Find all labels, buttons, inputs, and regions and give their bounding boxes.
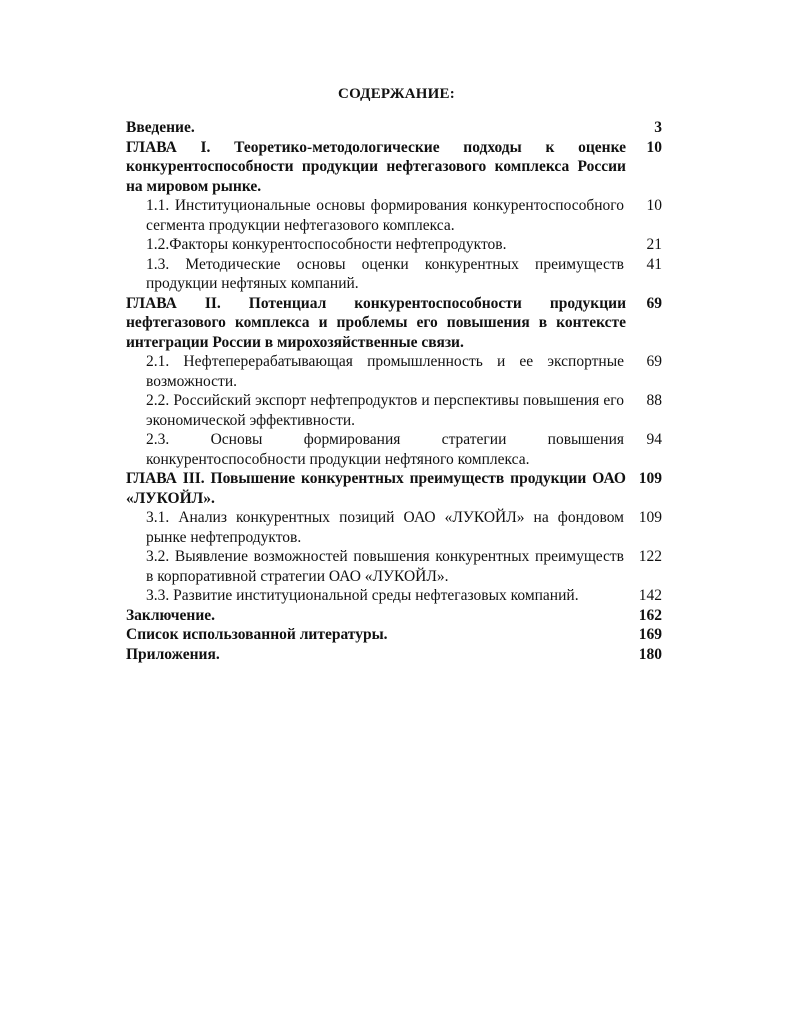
toc-entry-text: 3.3. Развитие институциональной среды нефтегазовых компаний. xyxy=(146,587,579,604)
toc-entry-appendices xyxy=(126,645,662,665)
toc-entry-page: 21 xyxy=(646,236,662,253)
toc-entry-text: 3.2. Выявление возможностей повышения конкурентных преимуществ в корпоративной стратегии ОАО «ЛУКОЙЛ». xyxy=(146,548,624,585)
toc-entry-1-3 xyxy=(126,255,662,294)
toc-entry-text: 1.3. Методические основы оценки конкурентных преимуществ продукции нефтяных компаний. xyxy=(146,255,624,292)
toc-entry-page: 162 xyxy=(638,606,662,624)
toc-entry-text: 1.1. Институциональные основы формирования конкурентоспособного сегмента продукции нефтегазового комплекса. xyxy=(146,197,624,234)
table-of-contents xyxy=(126,118,662,664)
toc-entry-text: Заключение. xyxy=(126,606,216,624)
toc-entry-text: ГЛАВА I. Теоретико-методологические подходы к оценке конкурентоспособности продукции нефтегазового комплекса России на мировом рынке. xyxy=(126,138,626,195)
toc-entry-text: Список использованной литературы. xyxy=(126,626,388,643)
toc-entry-chapter-1 xyxy=(126,138,662,197)
toc-entry-page: 122 xyxy=(638,548,662,565)
toc-entry-1-2 xyxy=(126,235,662,255)
toc-entry-page: 10 xyxy=(646,138,662,156)
toc-entry-text: ГЛАВА III. Повышение конкурентных преимуществ продукции ОАО «ЛУКОЙЛ». xyxy=(126,470,626,507)
toc-entry-text: Введение. xyxy=(126,119,195,136)
toc-entry-page: 94 xyxy=(646,431,662,448)
toc-entry-introduction xyxy=(126,118,662,138)
toc-entry-text: 1.2.Факторы конкурентоспособности нефтепродуктов. xyxy=(146,236,507,253)
toc-entry-2-3 xyxy=(126,430,662,469)
toc-entry-1-1 xyxy=(126,196,662,235)
toc-entry-3-3 xyxy=(126,586,662,606)
toc-entry-page: 142 xyxy=(638,587,662,604)
toc-entry-page: 3 xyxy=(654,119,662,136)
toc-entry-page: 180 xyxy=(638,645,662,663)
toc-entry-bibliography xyxy=(126,625,662,645)
toc-entry-text: 2.1. Нефтеперерабатывающая промышленность и ее экспортные возможности. xyxy=(146,353,624,390)
toc-entry-page: 10 xyxy=(646,197,662,214)
toc-entry-page: 109 xyxy=(638,470,662,487)
page-title: СОДЕРЖАНИЕ: xyxy=(338,86,455,102)
toc-entry-chapter-2 xyxy=(126,294,662,353)
toc-entry-conclusion xyxy=(126,606,662,626)
toc-entry-page: 69 xyxy=(646,353,662,370)
toc-entry-text: ГЛАВА II. Потенциал конкурентоспособности продукции нефтегазового комплекса и проблемы его повышения в контексте интеграции России в мирохозяйственные связи. xyxy=(126,294,626,351)
toc-entry-page: 69 xyxy=(646,294,662,312)
toc-entry-3-2 xyxy=(126,547,662,586)
toc-entry-page: 109 xyxy=(638,509,662,526)
toc-entry-3-1 xyxy=(126,508,662,547)
toc-entry-text: 3.1. Анализ конкурентных позиций ОАО «ЛУКОЙЛ» на фондовом рынке нефтепродуктов. xyxy=(146,509,624,546)
toc-entry-page: 88 xyxy=(646,392,662,409)
toc-entry-text: 2.2. Российский экспорт нефтепродуктов и перспективы повышения его экономической эффективности. xyxy=(146,392,624,429)
toc-entry-2-1 xyxy=(126,352,662,391)
toc-entry-text: 2.3. Основы формирования стратегии повышения конкурентоспособности продукции нефтяного комплекса. xyxy=(146,431,624,468)
toc-entry-2-2 xyxy=(126,391,662,430)
toc-entry-text: Приложения. xyxy=(126,645,220,663)
toc-entry-page: 169 xyxy=(638,626,662,643)
toc-entry-chapter-3 xyxy=(126,469,662,508)
toc-entry-page: 41 xyxy=(646,255,662,273)
